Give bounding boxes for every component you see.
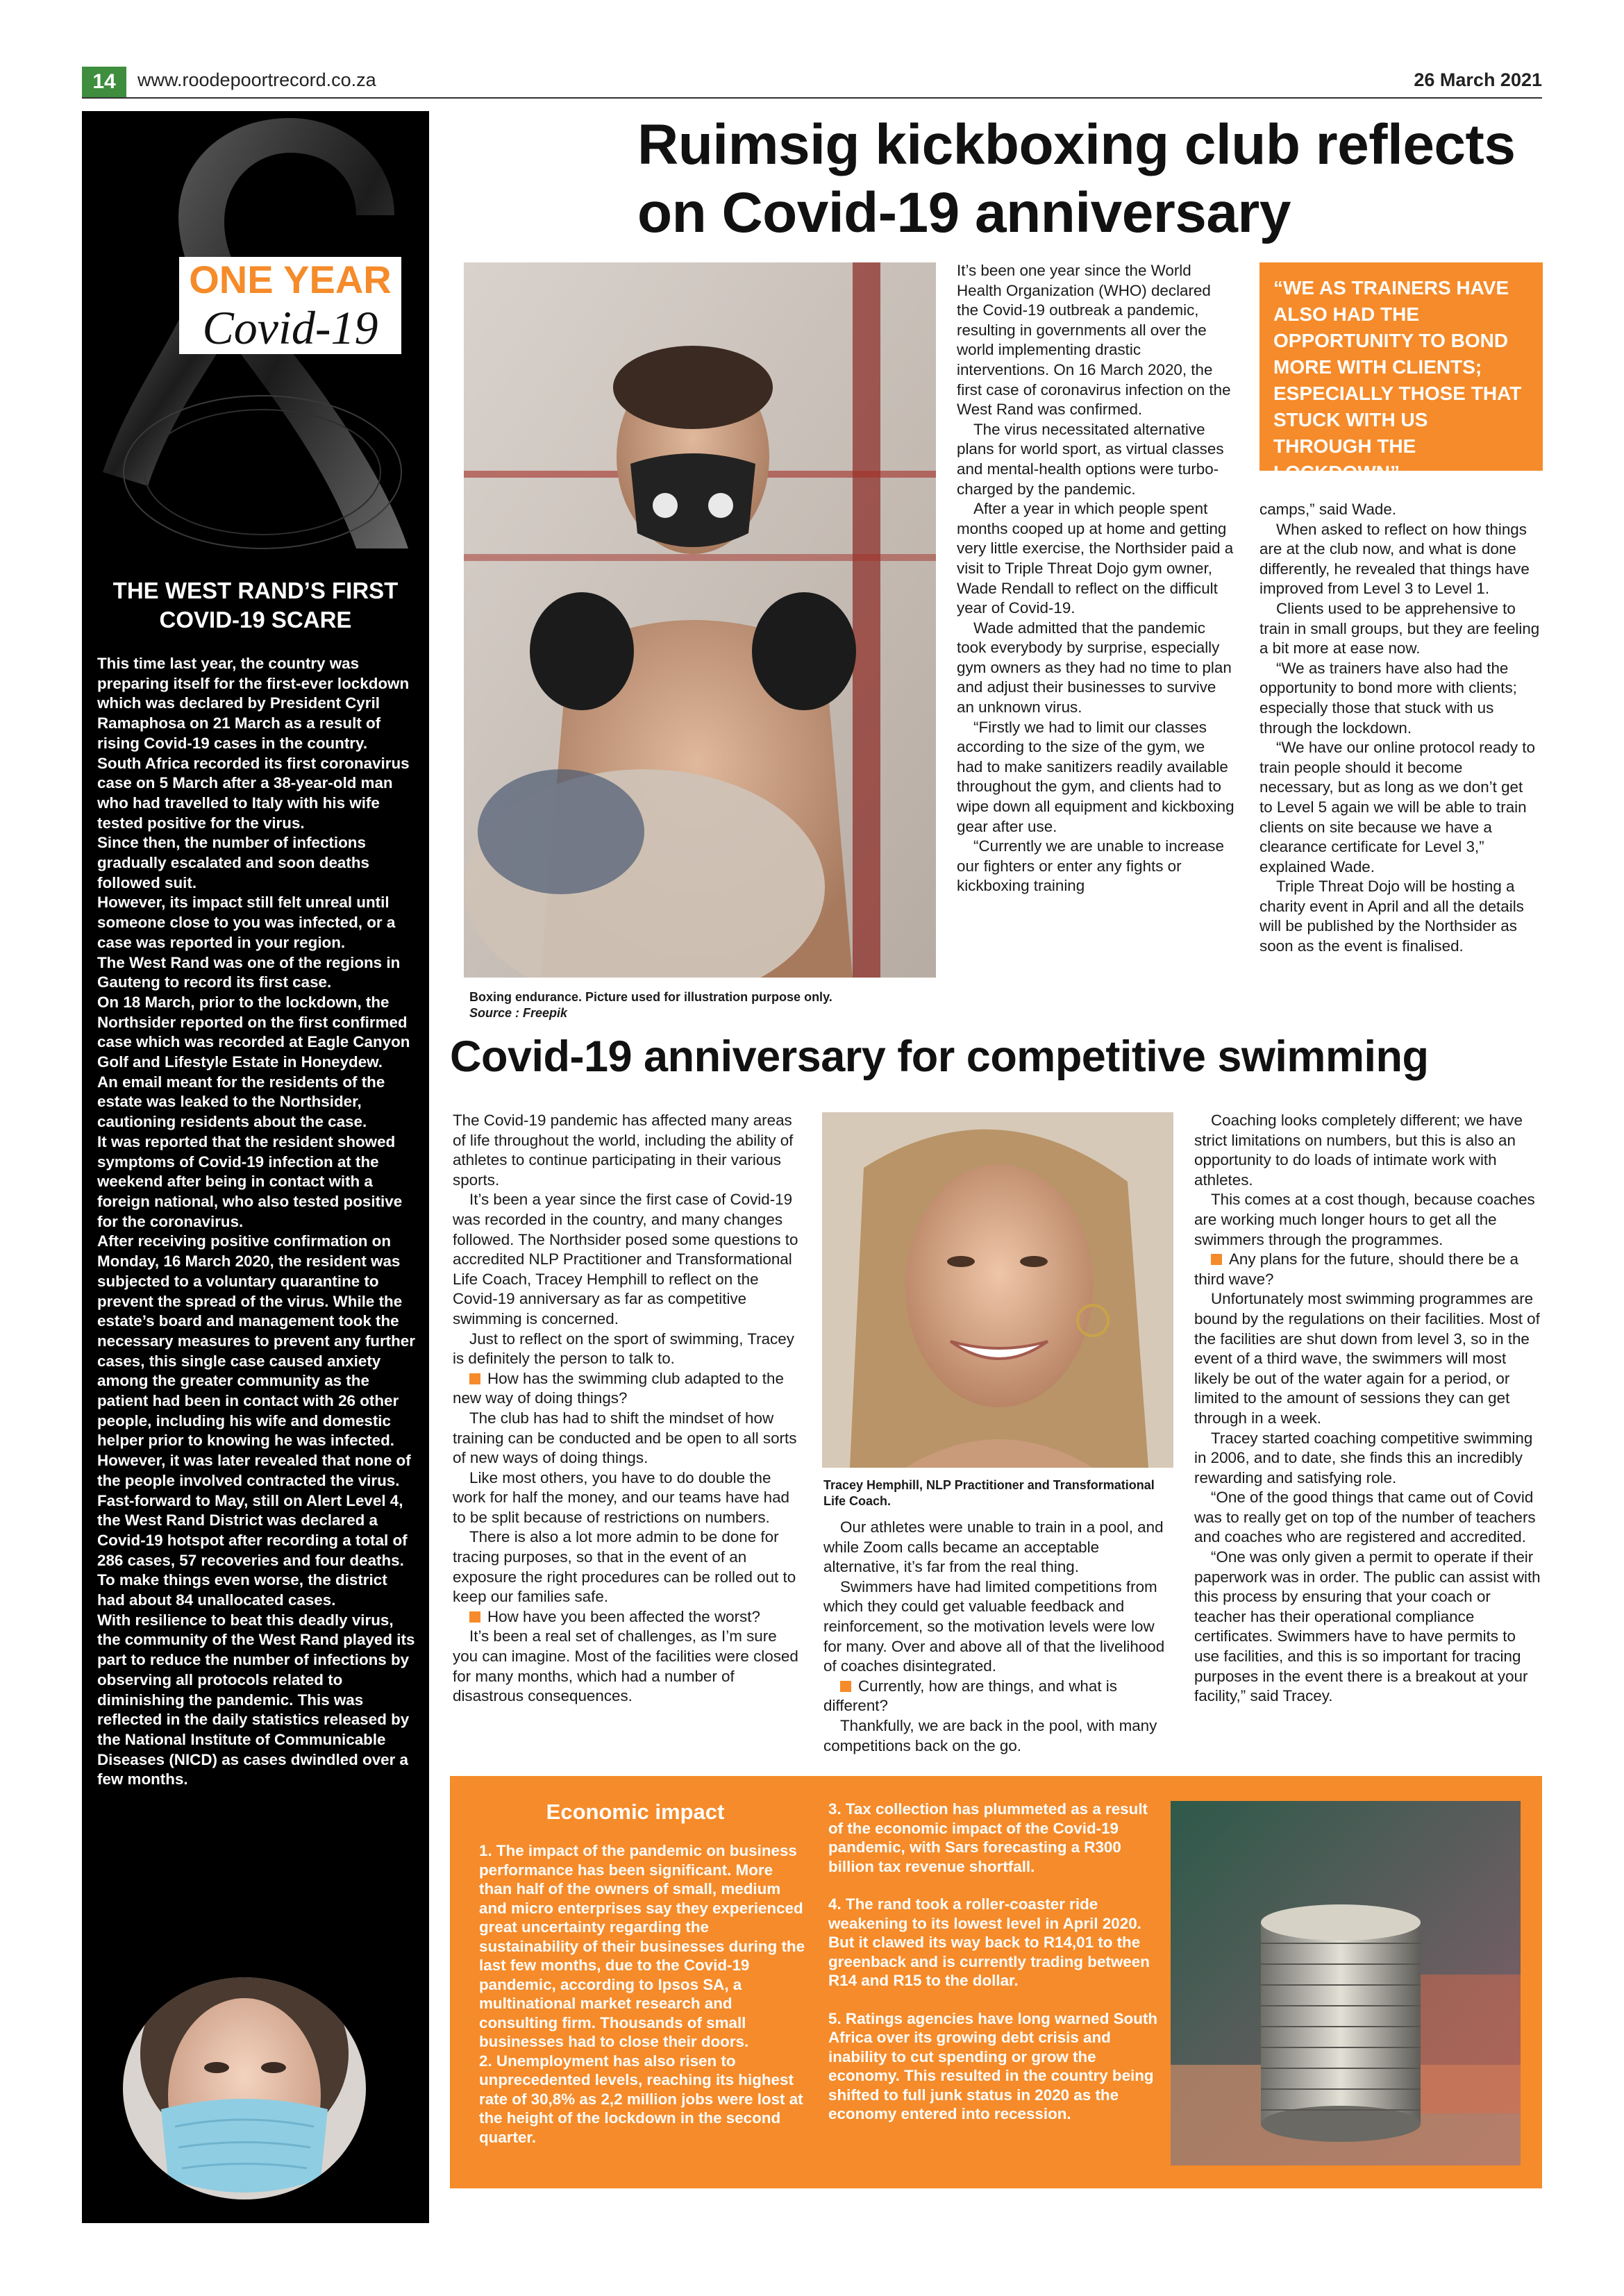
economic-point: 3. Tax collection has plummeted as a result of the economic impact of the Covid-19 pandemic, with Sars forecasting a R300 billion tax revenue shortfall. — [828, 1800, 1148, 1875]
paragraph: It was reported that the resident showed symptoms of Covid-19 infection at the weekend after being in contact with a foreign national, who also tested positive for the coronavirus. — [97, 1132, 403, 1230]
paragraph: Tracey started coaching competitive swimming in 2006, and to date, she finds this an incredibly rewarding and satisfying role. — [1194, 1429, 1533, 1486]
article1-headline: Ruimsig kickboxing club reflects on Covid-19 anniversary — [637, 113, 1516, 244]
article2-column-3 — [1194, 1111, 1541, 1707]
publication-date: 26 March 2021 — [1414, 69, 1542, 90]
page-number: 14 — [82, 67, 126, 97]
paragraph: “Firstly we had to limit our classes according to the size of the gym, we had to make sanitizers readily available throughout the gym, and clients had to wipe down all equipment and kickboxing gear after use. — [957, 718, 1234, 835]
masked-woman-photo — [112, 1970, 376, 2199]
paragraph: “One was only given a permit to operate if their paperwork was in order. The public can assist with this process by ensuring that your coach or teacher has their operational compliance certificates. Swimmers have to have permits to use facilities, and this is so important for tracing purposes in the event there is a breakout at your facility,” said Tracey. — [1194, 1548, 1541, 1705]
paragraph: The West Rand was one of the regions in Gauteng to record its first case. — [97, 953, 401, 991]
paragraph: South Africa recorded its first coronavirus case on 5 March after a 38-year-old man who had travelled to Italy with his wife tested positive for the virus. — [97, 754, 410, 832]
question-paragraph: How has the swimming club adapted to the new way of doing things? — [453, 1369, 784, 1407]
boxer-photo-caption: Boxing endurance. Picture used for illustration purpose only. Source : Freepik — [469, 990, 832, 1020]
article2-column-2 — [823, 1518, 1175, 1756]
paragraph: Thankfully, we are back in the pool, with many competitions back on the go. — [823, 1716, 1157, 1754]
paragraph: When asked to reflect on how things are at the club now, and what is done differently, he revealed that things have improved from Level 3 to Level 1. — [1259, 520, 1530, 598]
paragraph: Triple Threat Dojo will be hosting a charity event in April and all the details will be published by the Northsider as soon as the event is finalised. — [1259, 878, 1524, 955]
article2-headline: Covid-19 anniversary for competitive swimming — [450, 1032, 1429, 1081]
article1-column-1 — [957, 261, 1234, 896]
paragraph: Wade admitted that the pandemic took everybody by surprise, especially gym owners as they had no time to plan and adjust their businesses to survive an unknown virus. — [957, 619, 1232, 717]
paragraph: Fast-forward to May, still on Alert Level 4, the West Rand District was declared a Covid-19 hotspot after recording a total of 286 cases, 57 recoveries and four deaths. To make things even worse, the district had about 84 unallocated cases. — [97, 1491, 408, 1609]
economic-point: 1. The impact of the pandemic on business performance has been significant. More than half of the owners of small, medium and micro enterprises say they experienced great uncertainty regarding the sustainability of their businesses during the last few months, due to the Covid-19 pandemic, according to Ipsos SA, a multinational market research and consulting firm. Thousands of small businesses had to close their doors. 2. Unemployment has also risen to unprecedented levels, reaching its highest rate of 30,8% as 2,2 million jobs were lost at the height of the lockdown in the second quarter. — [479, 1842, 805, 2146]
paragraph: Like most others, you have to do double the work for half the money, and our teams have had to be split because of restrictions on numbers. — [453, 1468, 789, 1526]
paragraph: “One of the good things that came out of Covid was to really get on top of the number of teachers and coaches who are registered and accredited. — [1194, 1489, 1536, 1546]
question-marker-icon — [1211, 1254, 1222, 1265]
paragraph: Coaching looks completely different; we have strict limitations on numbers, but this is also an opportunity to do loads of intimate work with athletes. — [1194, 1112, 1523, 1189]
awareness-ribbon-logo — [82, 111, 429, 555]
economic-point: 5. Ratings agencies have long warned South Africa over its growing debt crisis and inability to cut spending or grow the economy. This resulted in the country being shifted to full junk status in 2020 as the economy entered into recession. — [828, 2009, 1158, 2122]
sidebar-story — [97, 654, 417, 1790]
sidebar-title: THE WEST RAND’S FIRST COVID-19 SCARE — [112, 578, 399, 632]
header-divider — [82, 97, 1542, 99]
paragraph: With resilience to beat this deadly virus, the community of the West Rand played its part to reduce the number of infections by observing all protocols related to diminishing the pandemic. This was reflected in the daily statistics released by the National Institute of Communicable Diseases (NICD) as cases dwindled over a few months. — [97, 1611, 415, 1788]
paragraph: On 18 March, prior to the lockdown, the Northsider reported on the first confirmed case which was recorded at Eagle Canyon Golf and Lifestyle Estate in Honeydew. — [97, 993, 410, 1071]
paragraph: The virus necessitated alternative plans for world sport, as virtual classes and mental-health options were turbo-charged by the pandemic. — [957, 420, 1224, 498]
paragraph: Our athletes were unable to train in a pool, and while Zoom calls became an acceptable alternative, it’s far from the real thing. — [823, 1518, 1164, 1576]
boxer-photo — [464, 262, 936, 978]
tracey-hemphill-portrait — [822, 1112, 1173, 1468]
economic-impact-title: Economic impact — [546, 1800, 725, 1824]
paragraph: Unfortunately most swimming programmes are bound by the regulations on their facilities. Most of the facilities are shut down from level 3, so in the event of a third wave, the swimmers will most likely be out of the water again for a period, or limited to the amount of sessions they can get through in a week. — [1194, 1290, 1540, 1427]
paragraph: After a year in which people spent months cooped up at home and getting very little exercise, the Northsider paid a visit to Triple Threat Dojo gym owner, Wade Rendall to reflect on the difficult year of Covid-19. — [957, 500, 1234, 617]
coin-stack-photo — [1171, 1801, 1521, 2165]
question-marker-icon — [469, 1373, 480, 1384]
paragraph: camps,” said Wade. — [1259, 501, 1397, 518]
paragraph: “Currently we are unable to increase our fighters or enter any fights or kickboxing training — [957, 837, 1224, 895]
paragraph: The Covid-19 pandemic has affected many areas of life throughout the world, including the ability of athletes to continue participating in their various sports. — [453, 1112, 794, 1189]
question-paragraph: How have you been affected the worst? — [453, 1607, 800, 1627]
paragraph: It’s been one year since the World Health Organization (WHO) declared the Covid-19 outbreak a pandemic, resulting in governments all over the world implementing drastic interventions. On 16 March 2020, the first case of coronavirus infection on the West Rand was confirmed. — [957, 262, 1231, 419]
portrait-caption: Tracey Hemphill, NLP Practitioner and Transformational Life Coach. — [823, 1478, 1155, 1508]
paragraph: Just to reflect on the sport of swimming, Tracey is definitely the person to talk to. — [453, 1330, 794, 1368]
site-url[interactable]: www.roodepoortrecord.co.za — [137, 69, 376, 90]
logo-covid-text: Covid-19 — [202, 301, 378, 354]
paragraph: Since then, the number of infections gradually escalated and soon deaths followed suit. — [97, 834, 369, 891]
logo-one-year-text: ONE YEAR — [189, 258, 392, 301]
paragraph: Swimmers have had limited competitions from which they could get valuable feedback and reinforcement, so the motivation levels were low for many. Over and above all of that the livelihood of coaches disintegrated. — [823, 1577, 1165, 1675]
paragraph: This time last year, the country was preparing itself for the first-ever lockdown which was declared by President Cyril Ramaphosa on 21 March as a result of rising Covid-19 cases in the country. — [97, 655, 410, 752]
economic-point: 4. The rand took a roller-coaster ride weakening to its lowest level in April 2020. But it clawed its way back to R14,01 to the greenback and is currently trading between R14 and R15 to the dollar. — [828, 1895, 1150, 1989]
question-paragraph: Currently, how are things, and what is different? — [823, 1677, 1117, 1715]
paragraph: “We as trainers have also had the opportunity to bond more with clients; especially those that stuck with us through the lockdown. — [1259, 659, 1517, 737]
article2-column-1 — [453, 1111, 800, 1707]
paragraph: This comes at a cost though, because coaches are working much longer hours to get all the swimmers through the programmes. — [1194, 1191, 1535, 1248]
article1-column-2 — [1259, 500, 1540, 957]
paragraph: Clients used to be apprehensive to train in small groups, but they are feeling a bit more at ease now. — [1259, 599, 1540, 657]
article1-pullquote: “WE AS TRAINERS HAVE ALSO HAD THE OPPORTUNITY TO BOND MORE WITH CLIENTS; ESPECIALLY THOSE THAT STUCK WITH US THROUGH THE LOCKDOWN” — [1259, 262, 1543, 471]
paragraph: “We have our online protocol ready to train people should it become necessary, but as long as we don’t get to Level 5 again we will be able to train clients on site because we have a clearance certificate for Level 3,” explained Wade. — [1259, 739, 1535, 875]
question-paragraph: Any plans for the future, should there be a third wave? — [1194, 1250, 1518, 1288]
paragraph: After receiving positive confirmation on Monday, 16 March 2020, the resident was subjected to a voluntary quarantine to prevent the spread of the virus. While the estate’s board and management took the necessary measures to prevent any further cases, this single case caused anxiety among the greater community as the patient had been in contact with 26 other people, including his wife and domestic helper prior to knowing he was infected. However, it was later revealed that none of the people involved contracted the virus. — [97, 1232, 415, 1489]
paragraph: However, its impact still felt unreal until someone close to you was infected, or a case was reported in your region. — [97, 894, 396, 951]
question-marker-icon — [469, 1611, 480, 1623]
paragraph: It’s been a real set of challenges, as I’m sure you can imagine. Most of the facilities were closed for many months, which had a number of disastrous consequences. — [453, 1627, 798, 1705]
paragraph: There is also a lot more admin to be done for tracing purposes, so that in the event of an exposure the right procedures can be rolled out to keep our families safe. — [453, 1528, 796, 1606]
paragraph: It’s been a year since the first case of Covid-19 was recorded in the country, and many changes followed. The Northsider posed some questions to accredited NLP Practitioner and Transformational Life Coach, Tracey Hemphill to reflect on the Covid-19 anniversary as far as competitive swimming is concerned. — [453, 1191, 798, 1327]
economic-impact-column-2 — [828, 1800, 1162, 2143]
economic-impact-column-1 — [479, 1841, 805, 2165]
paragraph: An email meant for the residents of the estate was leaked to the Northsider, cautioning residents about the case. — [97, 1073, 385, 1131]
question-marker-icon — [840, 1681, 851, 1692]
paragraph: The club has had to shift the mindset of how training can be conducted and be open to all sorts of new ways of doing things. — [453, 1409, 797, 1467]
